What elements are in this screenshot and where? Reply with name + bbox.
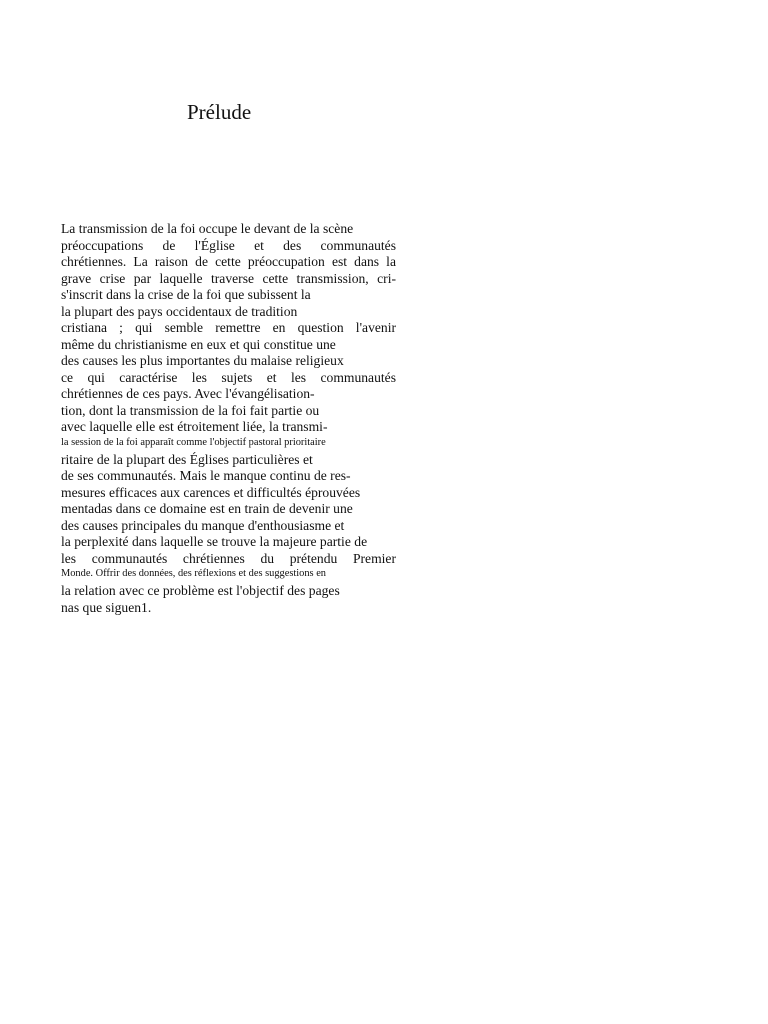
text-line: chrétiennes. La raison de cette préoccupation est dans la <box>61 254 396 269</box>
text-line: La transmission de la foi occupe le devant de la scène <box>61 221 354 236</box>
text-line: Monde. Offrir des données, des réflexions et des suggestions en <box>61 568 327 579</box>
text-line: nas que siguen1. <box>61 599 152 615</box>
text-line: ritaire de la plupart des Églises particulières et <box>61 451 313 467</box>
text-line: des causes principales du manque d'enthousiasme et <box>61 517 345 533</box>
text-line: la plupart des pays occidentaux de tradition <box>61 303 298 319</box>
text-line: la session de la foi apparaît comme l'objectif pastoral prioritaire <box>61 436 326 448</box>
text-line: grave crise par laquelle traverse cette transmission, cri- <box>61 270 396 286</box>
text-line: préoccupations de l'Église et des communautés <box>61 237 396 253</box>
body-paragraph <box>61 221 396 616</box>
text-line: mentadas dans ce domaine est en train de devenir une <box>61 501 353 516</box>
text-line: la relation avec ce problème est l'objectif des pages <box>61 583 340 598</box>
text-line: des causes les plus importantes du malaise religieux <box>61 353 344 368</box>
text-line: mesures efficaces aux carences et difficultés éprouvées <box>61 484 361 500</box>
text-line: cristiana ; qui semble remettre en question l'avenir <box>61 320 396 335</box>
text-line: tion, dont la transmission de la foi fait partie ou <box>61 402 320 418</box>
text-line: ce qui caractérise les sujets et les communautés <box>61 369 396 385</box>
text-line: la perplexité dans laquelle se trouve la majeure partie de <box>61 534 368 549</box>
page-title: Prélude <box>187 100 252 124</box>
text-line: s'inscrit dans la crise de la foi que subissent la <box>61 287 311 302</box>
text-line: les communautés chrétiennes du prétendu Premier <box>61 550 396 566</box>
text-line: même du christianisme en eux et qui constitue une <box>61 336 336 352</box>
text-line: avec laquelle elle est étroitement liée, la transmi- <box>61 419 328 434</box>
text-line: de ses communautés. Mais le manque continu de res- <box>61 468 351 483</box>
text-line: chrétiennes de ces pays. Avec l'évangélisation- <box>61 386 315 401</box>
